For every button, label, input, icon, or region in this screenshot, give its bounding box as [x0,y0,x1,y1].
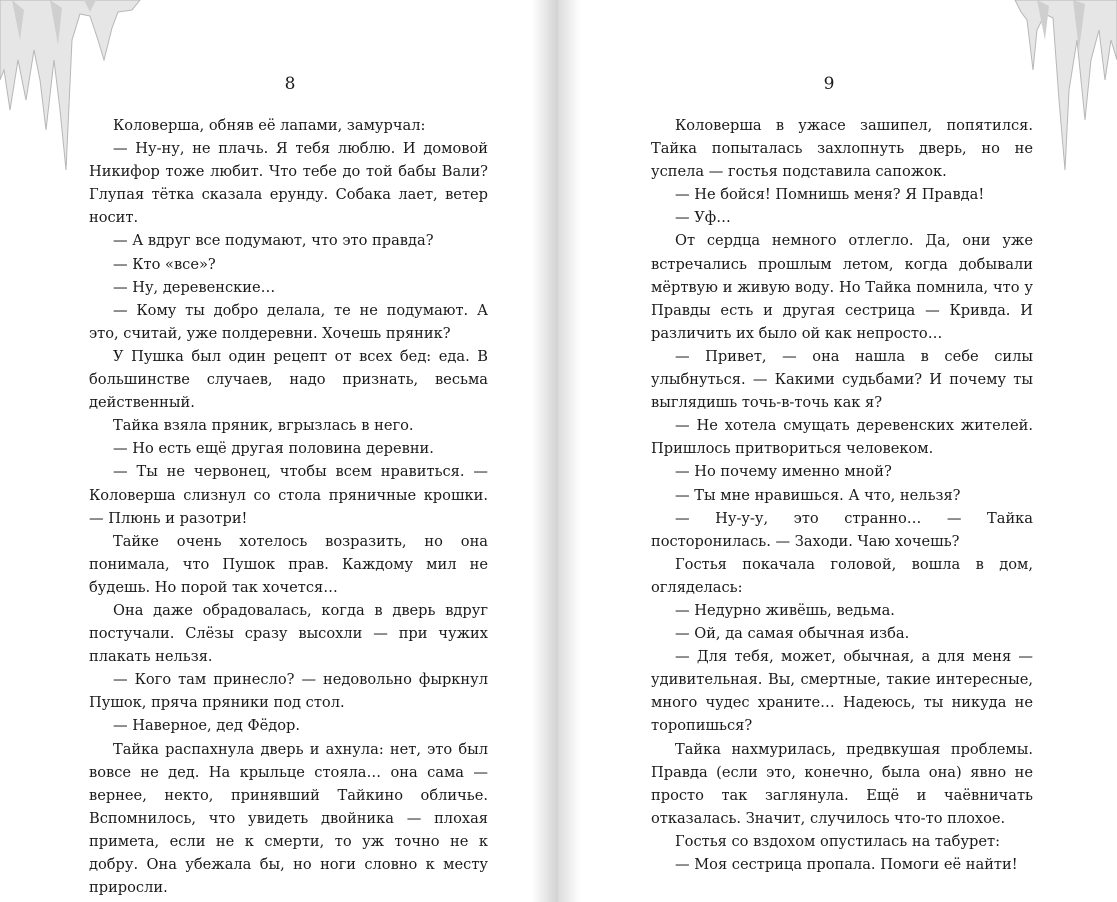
paragraph: — Ну, деревенские… [113,278,276,296]
page-text [651,114,1033,876]
paragraph: Тайка распахнула дверь и ахнула: нет, это был вовсе не дед. На крыльце стояла… она сама — вернее, некто, принявший Тайкино обличье. Вспомнилось, что увидеть двойника — плохая примета, если не к смерти, то уж точно не к добру. Она убежала бы, но ноги словно к месту приросли. [89,740,488,897]
page-number: 9 [823,74,835,94]
paragraph: — Не хотела смущать деревенских жителей. Пришлось притвориться человеком. [651,417,1033,458]
gutter-shadow [558,0,580,902]
left-page [0,0,558,902]
paragraph: — Ну-ну, не плачь. Я тебя люблю. И домовой Никифор тоже любит. Что тебе до той бабы Вали? Глупая тётка сказала ерунду. Собака лает, ветер носит. [89,140,488,227]
paragraph: Тайке очень хотелось возразить, но она понимала, что Пушок прав. Каждому мил не будешь. Но порой так хочется… [89,532,488,596]
page-number: 8 [284,74,296,94]
paragraph: — А вдруг все подумают, что это правда? [113,232,434,250]
paragraph: — Ты не червонец, чтобы всем нравиться. — Коловерша слизнул со стола пряничные крошки. — Плюнь и разотри! [89,463,488,527]
paragraph: У Пушка был один рецепт от всех бед: еда. В большинстве случаев, надо признать, весьма действенный. [89,347,488,412]
paragraph: — Ой, да самая обычная изба. [675,625,910,643]
paragraph: — Для тебя, может, обычная, а для меня — удивительная. Вы, смертные, такие интересные, много чудес храните… Надеюсь, ты никуда не торопишься? [651,648,1033,735]
paragraph: — Наверное, дед Фёдор. [113,717,301,735]
paragraph: — Кому ты добро делала, те не подумают. А это, считай, уже полдеревни. Хочешь пряник? [89,301,488,342]
paragraph: Гостья покачала головой, вошла в дом, огляделась: [651,555,1033,596]
paragraph: — Привет, — она нашла в себе силы улыбнуться. — Какими судьбами? И почему ты выглядишь точь-в-точь как я? [651,347,1033,412]
gutter-shadow [532,0,558,902]
paragraph: Гостья со вздохом опустилась на табурет: [675,832,1001,850]
right-page [558,0,1117,902]
paragraph: Коловерша, обняв её лапами, замурчал: [113,117,426,134]
paragraph: — Ты мне нравишься. А что, нельзя? [675,486,961,504]
paragraph: Коловерша в ужасе зашипел, попятился. Тайка попыталась захлопнуть дверь, но не успела — гостья подставила сапожок. [651,117,1033,181]
paragraph: Тайка нахмурилась, предвкушая проблемы. Правда (если это, конечно, была она) явно не просто так заглянула. Ещё и чаёвничать отказалась. Значит, случилось что-то плохое. [651,740,1033,827]
paragraph: Тайка взяла пряник, вгрызлась в него. [113,417,414,435]
paragraph: — Моя сестрица пропала. Помоги её найти! [675,856,1018,873]
paragraph: От сердца немного отлегло. Да, они уже встречались прошлым летом, когда добывали мёртвую и живую воду. Но Тайка помнила, что у Правды есть и другая сестрица — Кривда. И различить их было ой как непросто… [651,232,1033,342]
page-text [89,114,488,899]
paragraph: — Не бойся! Помнишь меня? Я Правда! [675,186,985,204]
paragraph: — Уф… [675,209,731,227]
paragraph: — Ну-у-у, это странно… — Тайка посторонилась. — Заходи. Чаю хочешь? [651,509,1033,550]
paragraph: — Но почему именно мной? [675,463,892,481]
paragraph: — Недурно живёшь, ведьма. [675,601,895,619]
paragraph: Она даже обрадовалась, когда в дверь вдруг постучали. Слёзы сразу высохли — при чужих плакать нельзя. [89,601,488,666]
paragraph: — Кого там принесло? — недовольно фыркнул Пушок, пряча пряники под стол. [89,671,488,712]
paragraph: — Но есть ещё другая половина деревни. [113,440,434,458]
paragraph: — Кто «все»? [113,255,216,273]
